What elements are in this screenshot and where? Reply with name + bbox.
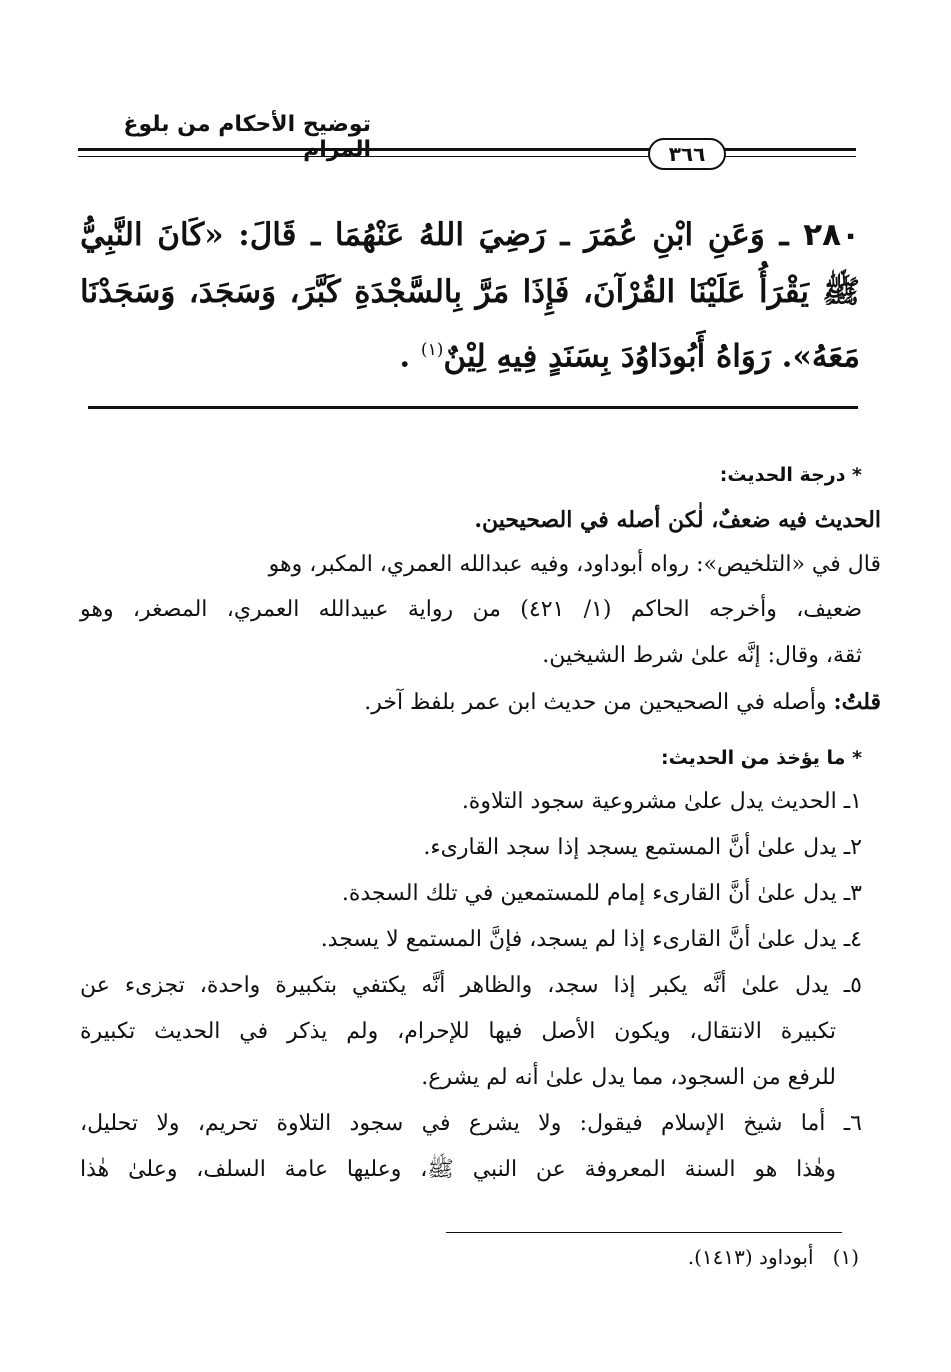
lesson-item-1: ١ـ الحديث يدل علىٰ مشروعية سجود التلاوة. (461, 789, 862, 814)
lesson-item-5-line-1: ٥ـ يدل علىٰ أنَّه يكبر إذا سجد، والظاهر أنَّه يكتفي بتكبيرة واحدة، تجزىء عن (80, 973, 862, 998)
hadith-separator-rule (88, 406, 858, 409)
grade-paragraph-line-2: ضعيف، وأخرجه الحاكم (١/ ٤٢١) من رواية عبيدالله العمري، المصغر، وهو (80, 597, 863, 622)
running-header-title: توضيح الأحكام من بلوغ المرام (123, 112, 371, 162)
hadith-line-1 (80, 205, 860, 265)
grade-paragraph-line-1: قال في «التلخيص»: رواه أبوداود، وفيه عبدالله العمري، المكبر، وهو (268, 552, 881, 577)
lesson-item-3: ٣ـ يدل علىٰ أنَّ القارىء إمام للمستمعين في تلك السجدة. (341, 881, 862, 906)
page-number: ٣٦٦ (648, 138, 726, 170)
lesson-item-6-line-2: وهٰذا هو السنة المعروفة عن النبي ﷺ، وعليها عامة السلف، وعلىٰ هٰذا (80, 1157, 836, 1182)
footnote-marker: (١) (832, 1245, 859, 1269)
hadith-line-2: ﷺ يَقْرَأُ عَلَيْنَا القُرْآنَ، فَإِذَا مَرَّ بِالسَّجْدَةِ كَبَّرَ، وَسَجَدَ، وَسَجَدْنَا (80, 274, 860, 310)
hadith-text-3: مَعَهُ». رَوَاهُ أَبُودَاوُدَ بِسَنَدٍ فِيهِ لِيْنٌ (443, 338, 860, 375)
lesson-item-6-line-1: ٦ـ أما شيخ الإسلام فيقول: ولا يشرع في سجود التلاوة تحريم، ولا تحليل، (80, 1111, 862, 1136)
footnote-separator (446, 1232, 842, 1233)
lesson-item-5-line-3: للرفع من السجود، مما يدل علىٰ أنه لم يشرع. (421, 1065, 836, 1090)
grade-paragraph-line-3: ثقة، وقال: إنَّه علىٰ شرط الشيخين. (542, 643, 862, 668)
qult-line (364, 682, 881, 723)
header-rule-thin (78, 156, 856, 157)
hadith-end-mark: . (399, 338, 411, 375)
lesson-item-4: ٤ـ يدل علىٰ أنَّ القارىء إذا لم يسجد، فإنَّ المستمع لا يسجد. (320, 927, 862, 952)
qult-label: قلتُ: (833, 689, 881, 715)
hadith-line-3 (80, 320, 860, 386)
hadith-number: ٢٨٠ (803, 217, 860, 253)
grade-verdict: الحديث فيه ضعفٌ، لٰكن أصله في الصحيحين. (474, 507, 881, 533)
footnote-text: أبوداود (١٤١٣). (687, 1245, 814, 1269)
header-rule-thick (78, 148, 856, 151)
qult-text: وأصله في الصحيحين من حديث ابن عمر بلفظ آخر. (364, 690, 827, 715)
lesson-item-2: ٢ـ يدل علىٰ أنَّ المستمع يسجد إذا سجد القارىء. (423, 835, 862, 860)
section-heading-lessons: * ما يؤخذ من الحديث: (660, 747, 862, 769)
footnote (688, 1245, 859, 1269)
section-heading-grade: * درجة الحديث: (719, 464, 862, 486)
footnote-reference: (١) (420, 340, 444, 360)
hadith-text-1: ـ وَعَنِ ابْنِ عُمَرَ ـ رَضِيَ اللهُ عَنْهُمَا ـ قَالَ: «كَانَ النَّبِيُّ (80, 217, 789, 253)
lesson-item-5-line-2: تكبيرة الانتقال، ويكون الأصل فيها للإحرام، ولم يذكر في الحديث تكبيرة (80, 1019, 836, 1044)
